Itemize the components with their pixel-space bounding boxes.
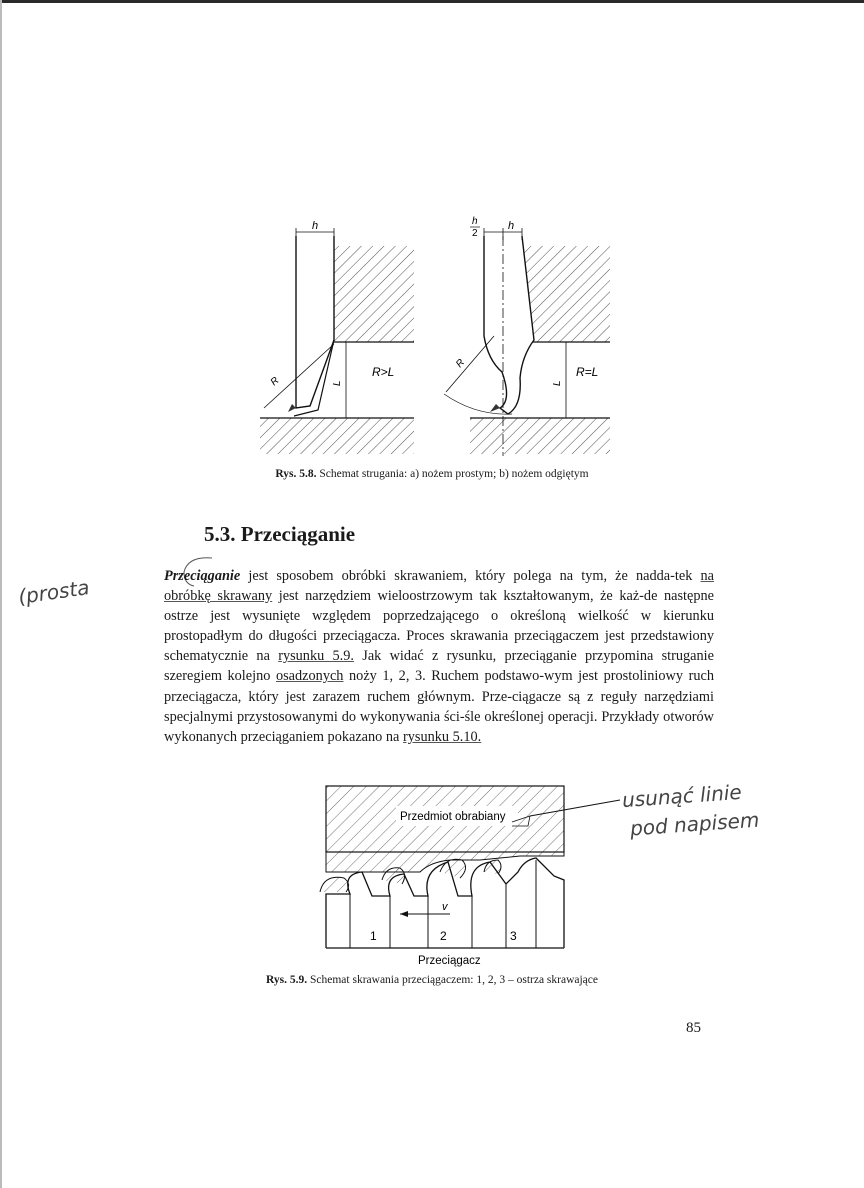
para-part-4: noży 1, 2, 3. Ruchem podstawo-wym jest prostoliniowy ruch przeciągacza, który jest zarazem ruchem głównym. Prze-ciągacze są z reguły narzędziami specjalnymi przystosowanymi do wykonywania ści-śle określonej operacji. Przykłady otworów wykonanych przeciąganiem pokazano na — [164, 668, 714, 745]
section-title: 5.3. Przeciąganie — [204, 522, 356, 546]
dim-h-label-b: h — [508, 220, 515, 232]
caption-text-5-8: Schemat strugania: a) nożem prostym; b) nożem odgiętym — [316, 468, 589, 480]
dim-h2-top: h — [472, 216, 478, 227]
figure-5-9 — [300, 776, 640, 986]
link-rysunek-5-10[interactable]: rysunku 5.10. — [402, 728, 482, 745]
label-v: v — [442, 901, 448, 913]
label-tooth-1: 1 — [370, 929, 377, 943]
label-tooth-2: 2 — [440, 929, 447, 943]
dim-L-label-b: L — [552, 380, 563, 386]
label-workpiece: Przedmiot obrabiany — [400, 811, 506, 823]
relation-left: R>L — [372, 365, 395, 379]
figure-5-8 — [250, 210, 620, 458]
scan-top-edge — [0, 0, 864, 3]
page-number: 85 — [686, 1020, 701, 1036]
caption-text-5-9: Schemat skrawania przeciągaczem: 1, 2, 3 – ostrza skrawające — [307, 974, 598, 986]
handwritten-note-right-2: pod napisem — [629, 807, 761, 841]
caption-number-5-8: Rys. 5.8. — [275, 468, 317, 480]
handwritten-note-left: (prosta — [16, 575, 91, 609]
workpiece-lower-hatch — [260, 418, 414, 454]
link-rysunek-5-9[interactable]: rysunku 5.9. — [278, 648, 354, 665]
label-broach: Przeciągacz — [418, 955, 481, 967]
label-tooth-3: 3 — [510, 929, 517, 943]
term-przeciaganie: Przeciąganie — [164, 568, 241, 584]
figure-5-8b-bent-tool — [444, 216, 610, 456]
figure-5-8a-straight-tool — [260, 220, 414, 454]
scan-left-edge — [0, 0, 2, 1188]
para-underline-1: na obróbkę skrawany — [164, 568, 714, 605]
dim-h2-bottom: 2 — [472, 228, 478, 239]
dim-h-label-a: h — [312, 220, 319, 232]
dim-R-label-b: R — [454, 357, 468, 371]
workpiece-upper-hatch — [334, 246, 414, 342]
workpiece-lower-hatch-b — [470, 418, 610, 454]
dim-L-label-a: L — [332, 380, 343, 386]
para-part-1: jest sposobem obróbki skrawaniem, który polega na tym, że nadda-tek — [240, 568, 701, 584]
para-part-3: Jak widać z rysunku, przeciąganie przypomina struganie szeregiem kolejno — [164, 648, 714, 685]
relation-right: R=L — [576, 365, 599, 379]
workpiece-upper-hatch-b — [522, 246, 610, 342]
handwritten-note-right-1: usunąć linie — [621, 779, 743, 813]
chip-1 — [320, 877, 349, 892]
figure-5-9-caption — [150, 974, 714, 986]
caption-number-5-9: Rys. 5.9. — [265, 974, 308, 986]
para-underline-3: osadzonych — [275, 668, 344, 685]
dim-R-label-a: R — [268, 375, 282, 389]
figure-5-8-caption — [150, 468, 714, 480]
para-part-2: jest narzędziem wieloostrzowym tak kształtowanym, że każ-de następne ostrze jest wysunięte względem poprzedzającego o określoną wielkość w kierunku prostopadłym do długości przeciągacza. Proces skrawania przeciągaczem jest przedstawiony schematycznie na — [164, 588, 714, 665]
body-paragraph — [164, 566, 714, 747]
